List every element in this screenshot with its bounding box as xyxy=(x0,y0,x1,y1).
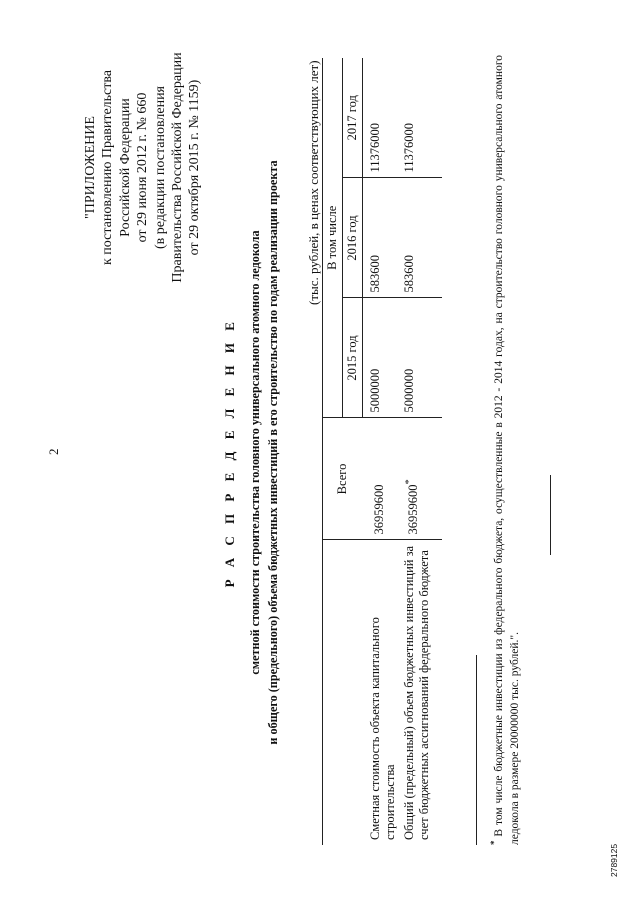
total-value: 36959600 xyxy=(371,484,386,535)
value-2016-cell: 583600 xyxy=(363,178,400,298)
value-2016-cell: 583600 xyxy=(400,178,442,298)
document-code: 2789125 xyxy=(609,843,619,877)
total-cell xyxy=(363,418,400,540)
row-label-header xyxy=(323,540,363,845)
units-note: (тыс. рублей, в ценах соответствующих лет) xyxy=(306,60,321,305)
footnote-text: В том числе бюджетные инвестиции из федерального бюджета, осуществленные в 2012 - 2014 годах, на строительство головного универсального атомного ледокола в размере 20000000 тыс. рублей.". xyxy=(492,54,521,845)
document-subtitle xyxy=(246,0,282,905)
value-2017-cell: 11376000 xyxy=(400,58,442,178)
annex-line: Российской Федерации xyxy=(117,98,133,237)
total-footnote-mark: * xyxy=(403,479,415,485)
subtitle-line: сметной стоимости строительства головного универсального атомного ледокола xyxy=(248,230,262,675)
annex-line: (в редакции постановления xyxy=(152,85,168,250)
value-2015-cell: 5000000 xyxy=(400,298,442,418)
footnote-divider xyxy=(476,655,477,845)
total-value: 36959600 xyxy=(405,484,420,535)
annex-header xyxy=(82,30,204,305)
footnote-mark: * xyxy=(489,840,499,845)
end-divider xyxy=(550,475,551,555)
annex-line: от 29 октября 2015 г. № 1159) xyxy=(187,79,203,256)
year-header-2015: 2015 год xyxy=(343,298,363,418)
budget-table xyxy=(322,58,442,845)
value-2015-cell: 5000000 xyxy=(363,298,400,418)
annex-line: от 29 июня 2012 г. № 660 xyxy=(135,92,151,243)
document-title: Р А С П Р Е Д Е Л Е Н И Е xyxy=(222,317,237,588)
annex-line: к постановлению Правительства xyxy=(100,69,116,266)
row-label: Общий (предельный) объем бюджетных инвестиций за счет бюджетных ассигнований федерального бюджета xyxy=(401,545,431,840)
total-cell xyxy=(400,418,442,540)
footnote xyxy=(486,55,523,845)
group-header: В том числе xyxy=(323,58,343,418)
value-2017-cell: 11376000 xyxy=(363,58,400,178)
table-row xyxy=(400,58,442,845)
annex-line: "ПРИЛОЖЕНИЕ xyxy=(83,116,98,219)
annex-line: Правительства Российской Федерации xyxy=(170,52,186,283)
total-header: Всего xyxy=(323,418,363,540)
table-row xyxy=(363,58,400,845)
year-header-2016: 2016 год xyxy=(343,178,363,298)
year-header-2017: 2017 год xyxy=(343,58,363,178)
row-label: Сметная стоимость объекта капитального строительства xyxy=(367,617,397,840)
page-number: 2 xyxy=(46,448,61,455)
subtitle-line: и общего (предельного) объема бюджетных инвестиций в его строительство по годам реализации проекта xyxy=(266,160,280,745)
